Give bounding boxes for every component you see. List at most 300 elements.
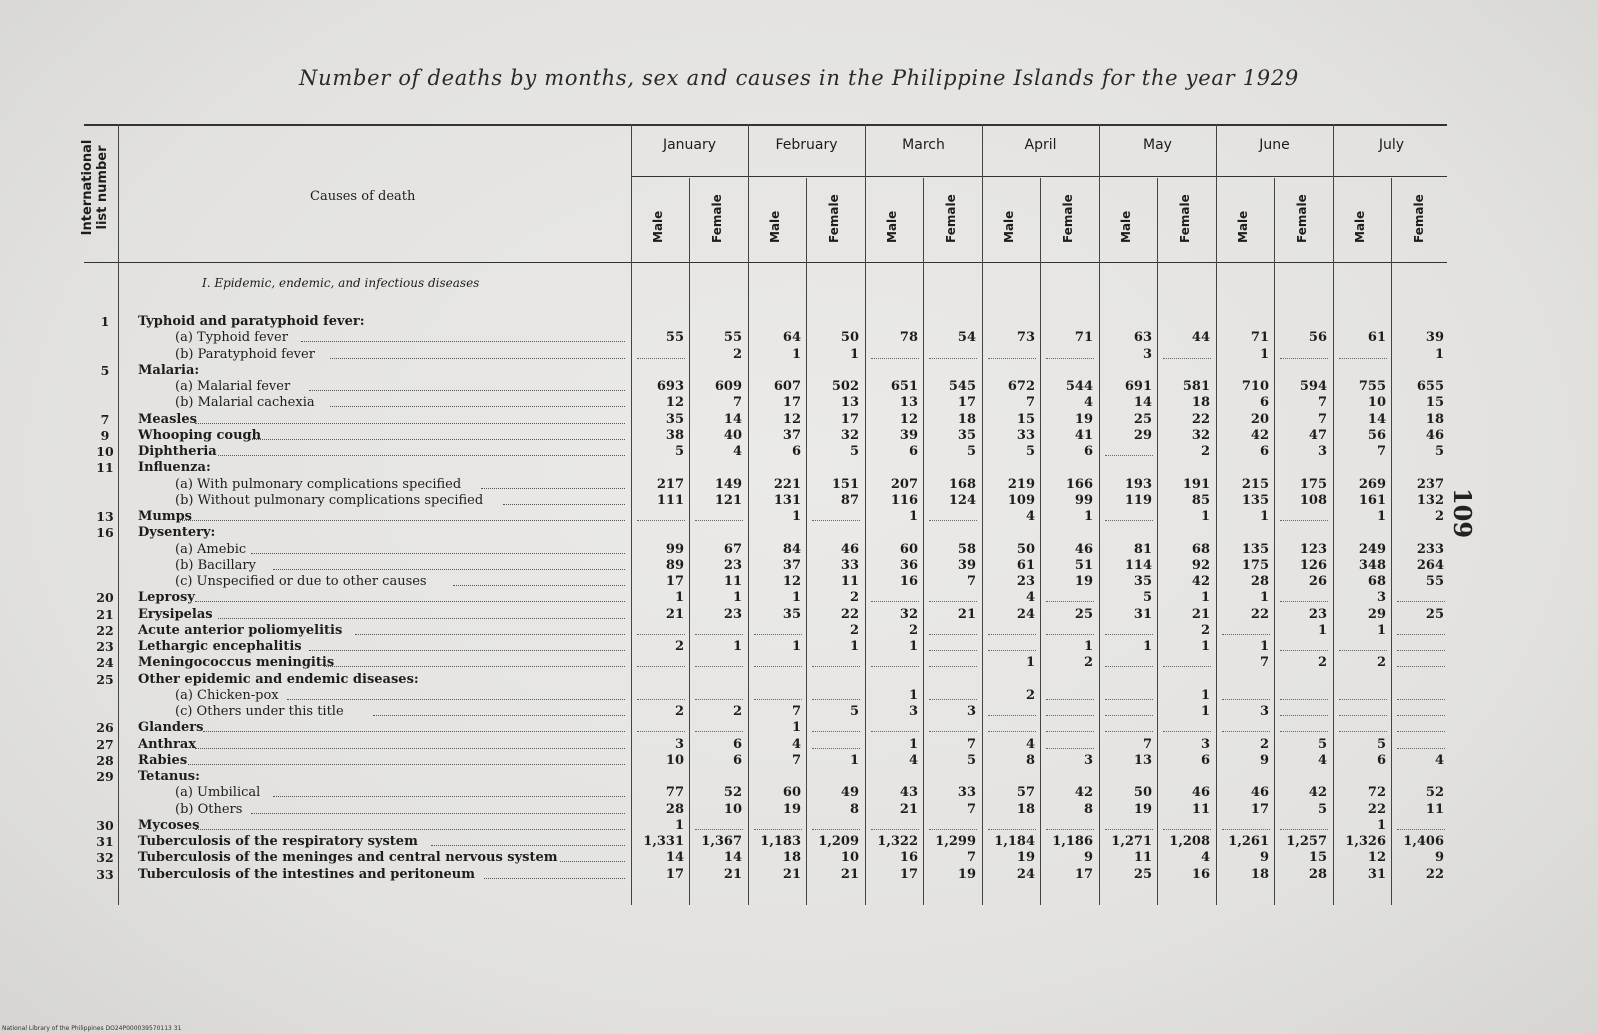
- data-cell: 168: [948, 476, 976, 492]
- row-cause-label: Mycoses: [138, 817, 200, 833]
- row-leader-dots: [195, 748, 625, 749]
- empty-cell-dots: [637, 358, 685, 359]
- data-cell: 2: [1376, 655, 1386, 671]
- data-cell: 5: [966, 752, 976, 768]
- table-row: [0, 460, 1598, 476]
- row-cause-label: (c) Others under this title: [175, 704, 344, 719]
- data-cell: 21: [899, 801, 918, 817]
- row-list-number: 31: [96, 834, 114, 849]
- row-leader-dots: [251, 553, 625, 554]
- table-row: [0, 347, 1598, 363]
- data-cell: 42: [1308, 785, 1327, 801]
- data-cell: 17: [782, 395, 801, 411]
- row-leader-dots: [355, 634, 625, 635]
- table-row: [0, 330, 1598, 346]
- data-cell: 12: [1367, 850, 1386, 866]
- data-cell: 21: [957, 606, 976, 622]
- data-cell: 2: [732, 346, 742, 362]
- data-cell: 14: [665, 850, 684, 866]
- empty-cell-dots: [1105, 715, 1153, 716]
- empty-cell-dots: [754, 666, 802, 667]
- empty-cell-dots: [1339, 650, 1387, 651]
- data-cell: 2: [908, 622, 918, 638]
- data-cell: 81: [1133, 541, 1152, 557]
- data-cell: 6: [1200, 752, 1210, 768]
- table-row: [0, 867, 1598, 883]
- data-cell: 3: [674, 736, 684, 752]
- intl-header-line1: International: [80, 139, 95, 236]
- data-cell: 4: [732, 444, 742, 459]
- data-cell: 2: [1200, 622, 1210, 638]
- empty-cell-dots: [929, 634, 977, 635]
- data-cell: 4: [1317, 752, 1327, 768]
- data-cell: 73: [1016, 330, 1035, 346]
- data-cell: 1,208: [1169, 834, 1210, 849]
- empty-cell-dots: [1105, 455, 1153, 456]
- header-bottom-rule: [84, 262, 1447, 263]
- data-cell: 92: [1191, 557, 1210, 573]
- data-cell: 11: [840, 574, 859, 589]
- data-cell: 9: [1259, 752, 1269, 768]
- column-rule-causes: [631, 124, 632, 905]
- data-cell: 46: [840, 541, 859, 557]
- data-cell: 12: [899, 411, 918, 427]
- data-cell: 72: [1367, 785, 1386, 801]
- data-cell: 14: [1133, 395, 1152, 411]
- table-row: [0, 412, 1598, 428]
- row-list-number: 29: [96, 769, 114, 784]
- empty-cell-dots: [1222, 699, 1270, 700]
- data-cell: 4: [1083, 395, 1093, 411]
- data-cell: 19: [1074, 411, 1093, 427]
- data-cell: 691: [1124, 379, 1152, 394]
- data-cell: 50: [1133, 785, 1152, 801]
- data-cell: 37: [782, 557, 801, 573]
- data-cell: 18: [782, 850, 801, 866]
- data-cell: 581: [1182, 379, 1210, 394]
- row-cause-label: Tuberculosis of the meninges and central nervous system: [138, 850, 558, 866]
- row-list-number: 33: [96, 866, 114, 882]
- empty-cell-dots: [1046, 358, 1094, 359]
- data-cell: 28: [665, 801, 684, 817]
- data-cell: 114: [1124, 557, 1152, 573]
- row-leader-dots: [309, 390, 625, 391]
- data-cell: 1: [791, 590, 801, 606]
- month-header: February: [775, 137, 838, 153]
- month-header: July: [1378, 137, 1405, 153]
- data-cell: 1: [732, 639, 742, 654]
- row-leader-dots: [195, 601, 625, 602]
- row-cause-label: (c) Unspecified or due to other causes: [175, 574, 427, 589]
- row-leader-dots: [273, 796, 625, 797]
- data-cell: 1: [908, 687, 918, 703]
- row-cause-label: Erysipelas: [138, 606, 213, 622]
- data-cell: 710: [1241, 379, 1269, 394]
- empty-cell-dots: [871, 358, 919, 359]
- female-header: Female: [827, 194, 841, 243]
- empty-cell-dots: [1046, 715, 1094, 716]
- data-cell: 84: [782, 541, 801, 557]
- column-rule-sex: [923, 178, 924, 905]
- data-cell: 1: [908, 736, 918, 752]
- table-row: [0, 834, 1598, 850]
- row-list-number: 25: [96, 671, 114, 687]
- data-cell: 6: [908, 444, 918, 459]
- row-list-number: 16: [96, 525, 114, 541]
- table-row: [0, 444, 1598, 460]
- empty-cell-dots: [1280, 601, 1328, 602]
- data-cell: 33: [840, 557, 859, 573]
- empty-cell-dots: [929, 601, 977, 602]
- empty-cell-dots: [1046, 748, 1094, 749]
- data-cell: 32: [899, 606, 918, 622]
- empty-cell-dots: [1397, 829, 1445, 830]
- data-cell: 7: [1142, 736, 1152, 752]
- data-cell: 12: [665, 395, 684, 411]
- data-cell: 19: [1074, 574, 1093, 589]
- table-row: [0, 704, 1598, 720]
- data-cell: 4: [791, 736, 801, 752]
- empty-cell-dots: [1105, 634, 1153, 635]
- data-cell: 36: [899, 557, 918, 573]
- data-cell: 1: [791, 509, 801, 524]
- data-cell: 6: [791, 444, 801, 459]
- data-cell: 1: [849, 752, 859, 768]
- data-cell: 35: [1133, 574, 1152, 589]
- table-row: [0, 379, 1598, 395]
- data-cell: 135: [1241, 541, 1269, 557]
- data-cell: 13: [1133, 752, 1152, 768]
- data-cell: 6: [732, 736, 742, 752]
- column-rule-month: [865, 124, 866, 905]
- row-list-number: 21: [96, 606, 114, 622]
- section-heading: I. Epidemic, endemic, and infectious diseases: [202, 276, 480, 290]
- data-cell: 38: [665, 427, 684, 443]
- data-cell: 1: [1200, 509, 1210, 524]
- data-cell: 35: [957, 427, 976, 443]
- data-cell: 55: [665, 330, 684, 346]
- empty-cell-dots: [1397, 601, 1445, 602]
- row-cause-label: Whooping cough: [138, 427, 262, 443]
- data-cell: 29: [1133, 427, 1152, 443]
- data-cell: 2: [732, 704, 742, 719]
- data-cell: 63: [1133, 330, 1152, 346]
- data-cell: 233: [1416, 541, 1444, 557]
- table-row: [0, 802, 1598, 818]
- empty-cell-dots: [1280, 520, 1328, 521]
- data-cell: 1: [1434, 346, 1444, 362]
- row-list-number: 26: [96, 720, 114, 736]
- empty-cell-dots: [1105, 666, 1153, 667]
- row-list-number: 1: [100, 314, 110, 329]
- data-cell: 28: [1308, 866, 1327, 882]
- data-cell: 9: [1259, 850, 1269, 866]
- data-cell: 119: [1124, 492, 1152, 508]
- data-cell: 40: [723, 427, 742, 443]
- empty-cell-dots: [812, 520, 860, 521]
- male-header: Male: [885, 210, 899, 243]
- empty-cell-dots: [637, 634, 685, 635]
- data-cell: 6: [1259, 444, 1269, 459]
- row-cause-label: Tuberculosis of the respiratory system: [138, 834, 418, 849]
- data-cell: 21: [665, 606, 684, 622]
- data-cell: 7: [966, 850, 976, 866]
- data-cell: 18: [1191, 395, 1210, 411]
- data-cell: 609: [714, 379, 742, 394]
- data-cell: 3: [1142, 346, 1152, 362]
- row-cause-label: Acute anterior poliomyelitis: [138, 622, 343, 638]
- data-cell: 4: [1434, 752, 1444, 768]
- row-leader-dots: [203, 731, 625, 732]
- data-cell: 47: [1308, 427, 1327, 443]
- row-leader-dots: [195, 423, 625, 424]
- data-cell: 4: [1025, 736, 1035, 752]
- data-cell: 39: [957, 557, 976, 573]
- empty-cell-dots: [929, 650, 977, 651]
- empty-cell-dots: [988, 358, 1036, 359]
- data-cell: 7: [791, 752, 801, 768]
- data-cell: 61: [1016, 557, 1035, 573]
- data-cell: 5: [674, 444, 684, 459]
- empty-cell-dots: [988, 634, 1036, 635]
- data-cell: 23: [723, 557, 742, 573]
- data-cell: 6: [1259, 395, 1269, 411]
- data-cell: 5: [1317, 736, 1327, 752]
- empty-cell-dots: [1163, 829, 1211, 830]
- table-row: [0, 590, 1598, 606]
- data-cell: 55: [723, 330, 742, 346]
- data-cell: 175: [1241, 557, 1269, 573]
- data-cell: 5: [1434, 444, 1444, 459]
- female-header: Female: [1295, 194, 1309, 243]
- empty-cell-dots: [637, 731, 685, 732]
- data-cell: 1: [849, 346, 859, 362]
- row-cause-label: (b) Others: [175, 801, 243, 817]
- data-cell: 71: [1250, 330, 1269, 346]
- data-cell: 121: [714, 492, 742, 508]
- data-cell: 23: [1308, 606, 1327, 622]
- data-cell: 17: [1250, 801, 1269, 817]
- data-cell: 1: [732, 590, 742, 606]
- empty-cell-dots: [1397, 666, 1445, 667]
- data-cell: 10: [1367, 395, 1386, 411]
- row-leader-dots: [180, 520, 625, 521]
- table-row: [0, 720, 1598, 736]
- data-cell: 46: [1074, 541, 1093, 557]
- data-cell: 693: [656, 379, 684, 394]
- row-cause-label: (a) Amebic: [175, 541, 247, 557]
- data-cell: 17: [665, 574, 684, 589]
- data-cell: 44: [1191, 330, 1210, 346]
- empty-cell-dots: [1397, 650, 1445, 651]
- row-cause-label: (a) Typhoid fever: [175, 330, 288, 346]
- month-divider-rule: [631, 176, 1447, 177]
- data-cell: 1: [1200, 704, 1210, 719]
- data-cell: 7: [966, 801, 976, 817]
- empty-cell-dots: [1046, 731, 1094, 732]
- data-cell: 19: [957, 866, 976, 882]
- data-cell: 5: [849, 444, 859, 459]
- data-cell: 58: [957, 541, 976, 557]
- data-cell: 594: [1299, 379, 1327, 394]
- row-list-number: 11: [96, 460, 114, 476]
- data-cell: 14: [1367, 411, 1386, 427]
- table-row: [0, 639, 1598, 655]
- data-cell: 1,406: [1403, 834, 1444, 849]
- data-cell: 672: [1007, 379, 1035, 394]
- data-cell: 14: [723, 850, 742, 866]
- column-rule-month: [982, 124, 983, 905]
- row-list-number: 7: [100, 411, 110, 427]
- data-cell: 15: [1308, 850, 1327, 866]
- data-cell: 42: [1191, 574, 1210, 589]
- data-cell: 7: [966, 574, 976, 589]
- row-leader-dots: [188, 764, 625, 765]
- data-cell: 269: [1358, 476, 1386, 492]
- female-header: Female: [710, 194, 724, 243]
- row-cause-label: (a) Malarial fever: [175, 379, 291, 394]
- data-cell: 545: [948, 379, 976, 394]
- data-cell: 1: [1376, 817, 1386, 833]
- data-cell: 1: [908, 509, 918, 524]
- data-cell: 42: [1250, 427, 1269, 443]
- data-cell: 22: [1250, 606, 1269, 622]
- row-list-number: 5: [100, 362, 110, 378]
- data-cell: 43: [899, 785, 918, 801]
- data-cell: 49: [840, 785, 859, 801]
- empty-cell-dots: [1046, 634, 1094, 635]
- table-row: [0, 509, 1598, 525]
- data-cell: 126: [1299, 557, 1327, 573]
- data-cell: 7: [1376, 444, 1386, 459]
- data-cell: 2: [849, 590, 859, 606]
- empty-cell-dots: [812, 666, 860, 667]
- data-cell: 54: [957, 330, 976, 346]
- row-cause-label: Diphtheria: [138, 444, 217, 459]
- row-list-number: 9: [100, 427, 110, 443]
- row-leader-dots: [309, 650, 625, 651]
- data-cell: 123: [1299, 541, 1327, 557]
- data-cell: 60: [782, 785, 801, 801]
- empty-cell-dots: [1105, 829, 1153, 830]
- data-cell: 64: [782, 330, 801, 346]
- column-rule-sex: [1391, 178, 1392, 905]
- data-cell: 1: [1142, 639, 1152, 654]
- data-cell: 21: [723, 866, 742, 882]
- data-cell: 207: [890, 476, 918, 492]
- male-header: Male: [1236, 210, 1250, 243]
- data-cell: 4: [1200, 850, 1210, 866]
- row-cause-label: Measles: [138, 411, 197, 427]
- row-list-number: 27: [96, 736, 114, 752]
- data-cell: 2: [1259, 736, 1269, 752]
- row-list-number: 23: [96, 639, 114, 654]
- empty-cell-dots: [871, 829, 919, 830]
- data-cell: 10: [665, 752, 684, 768]
- empty-cell-dots: [1280, 358, 1328, 359]
- data-cell: 15: [1425, 395, 1444, 411]
- empty-cell-dots: [929, 699, 977, 700]
- data-cell: 5: [1376, 736, 1386, 752]
- row-leader-dots: [251, 813, 625, 814]
- data-cell: 6: [1083, 444, 1093, 459]
- data-cell: 87: [840, 492, 859, 508]
- data-cell: 25: [1425, 606, 1444, 622]
- data-cell: 1: [1376, 509, 1386, 524]
- data-cell: 32: [1191, 427, 1210, 443]
- empty-cell-dots: [1339, 715, 1387, 716]
- table-row: [0, 850, 1598, 866]
- row-leader-dots: [273, 569, 625, 570]
- data-cell: 9: [1083, 850, 1093, 866]
- data-cell: 13: [899, 395, 918, 411]
- data-cell: 24: [1016, 606, 1035, 622]
- data-cell: 544: [1065, 379, 1093, 394]
- row-list-number: 10: [96, 444, 114, 459]
- data-cell: 16: [1191, 866, 1210, 882]
- empty-cell-dots: [988, 731, 1036, 732]
- data-cell: 33: [957, 785, 976, 801]
- row-cause-label: Leprosy: [138, 590, 195, 606]
- data-cell: 22: [840, 606, 859, 622]
- female-header: Female: [944, 194, 958, 243]
- data-cell: 1: [1200, 639, 1210, 654]
- data-cell: 4: [1025, 590, 1035, 606]
- data-cell: 1,261: [1228, 834, 1269, 849]
- row-list-number: 20: [96, 590, 114, 606]
- table-row: [0, 672, 1598, 688]
- table-row: [0, 493, 1598, 509]
- data-cell: 52: [723, 785, 742, 801]
- data-cell: 39: [899, 427, 918, 443]
- female-header: Female: [1412, 194, 1426, 243]
- empty-cell-dots: [754, 699, 802, 700]
- row-list-number: 30: [96, 817, 114, 833]
- row-cause-label: Other epidemic and endemic diseases:: [138, 671, 419, 687]
- data-cell: 89: [665, 557, 684, 573]
- data-cell: 46: [1191, 785, 1210, 801]
- data-cell: 56: [1367, 427, 1386, 443]
- data-cell: 12: [782, 574, 801, 589]
- column-rule-sex: [806, 178, 807, 905]
- row-leader-dots: [330, 406, 625, 407]
- row-cause-label: (a) Umbilical: [175, 785, 261, 801]
- table-row: [0, 623, 1598, 639]
- data-cell: 7: [1317, 411, 1327, 427]
- data-cell: 33: [1016, 427, 1035, 443]
- data-cell: 502: [831, 379, 859, 394]
- data-cell: 5: [1025, 444, 1035, 459]
- row-list-number: 24: [96, 655, 114, 671]
- data-cell: 18: [1016, 801, 1035, 817]
- male-header: Male: [1353, 210, 1367, 243]
- empty-cell-dots: [812, 731, 860, 732]
- data-cell: 1: [1025, 655, 1035, 671]
- data-cell: 16: [899, 850, 918, 866]
- data-cell: 22: [1367, 801, 1386, 817]
- data-cell: 1: [674, 590, 684, 606]
- empty-cell-dots: [1397, 634, 1445, 635]
- data-cell: 1: [1259, 346, 1269, 362]
- data-cell: 41: [1074, 427, 1093, 443]
- empty-cell-dots: [871, 731, 919, 732]
- table-row: [0, 542, 1598, 558]
- row-leader-dots: [484, 878, 625, 879]
- data-cell: 1: [1376, 622, 1386, 638]
- row-cause-label: Typhoid and paratyphoid fever:: [138, 314, 365, 329]
- column-rule-sex: [1157, 178, 1158, 905]
- data-cell: 50: [840, 330, 859, 346]
